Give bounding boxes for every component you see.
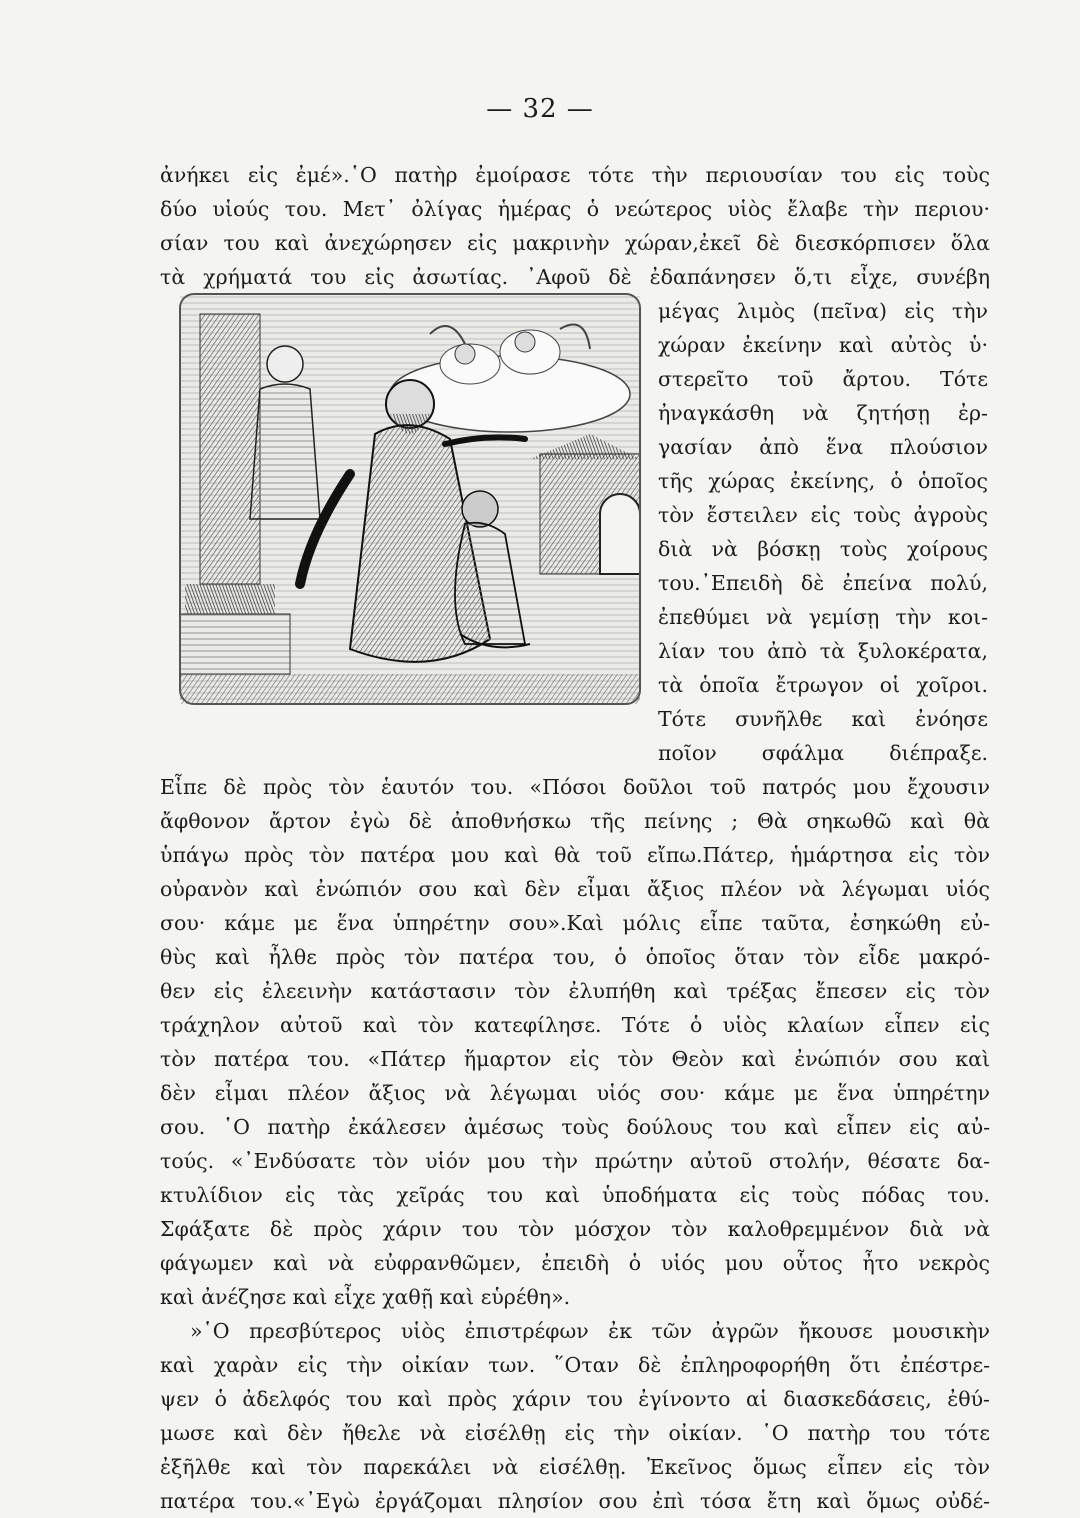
text-line: πατέρα του.«᾿Εγὼ ἐργάζομαι πλησίον σου ἐπὶ τόσα ἔτη καὶ ὅμως οὐδέ- — [160, 1489, 990, 1513]
text-line: μωσε καὶ δὲν ἤθελε νὰ εἰσέλθῃ εἰς τὴν οἰκίαν. ῾Ο πατὴρ του τότε — [160, 1421, 990, 1445]
text-line: τὸν ἔστειλεν εἰς τοὺς ἀγροὺς — [658, 503, 988, 527]
text-line: τράχηλον αὐτοῦ καὶ τὸν κατεφίλησε. Τότε ὁ υἱὸς κλαίων εἶπεν εἰς — [160, 1013, 990, 1037]
text-line: λίαν του ἀπὸ τὰ ξυλοκέρατα, — [658, 639, 988, 663]
text-line: τῆς χώρας ἐκείνης, ὁ ὁποῖος — [658, 469, 988, 493]
text-line: ἐπεθύμει νὰ γεμίσῃ τὴν κοι- — [658, 605, 988, 629]
text-line: οὐρανὸν καὶ ἐνώπιόν σου καὶ δὲν εἶμαι ἄξιος πλέον νὰ λέγωμαι υἱός — [160, 877, 990, 901]
text-line: ποῖον σφάλμα διέπραξε. — [658, 741, 988, 765]
text-line: φάγωμεν καὶ νὰ εὐφρανθῶμεν, ἐπειδὴ ὁ υἱός μου οὗτος ἦτο νεκρὸς — [160, 1251, 990, 1275]
text-line: Σφάξατε δὲ πρὸς χάριν του τὸν μόσχον τὸν καλοθρεμμένον διὰ νὰ — [160, 1217, 990, 1241]
text-line: σου· κάμε με ἕνα ὑπηρέτην σου».Καὶ μόλις εἶπε ταῦτα, ἐσηκώθη εὐ- — [160, 911, 990, 935]
text-line: τὸν πατέρα του. «Πάτερ ἥμαρτον εἰς τὸν Θεὸν καὶ ἐνώπιόν σου καὶ — [160, 1047, 990, 1071]
text-line: Τότε συνῆλθε καὶ ἐνόησε — [658, 707, 988, 731]
text-line: του.᾿Επειδὴ δὲ ἐπείνα πολύ, — [658, 571, 988, 595]
text-line: διὰ νὰ βόσκῃ τοὺς χοίρους — [658, 537, 988, 561]
text-line: ἀνήκει εἰς ἐμέ».῾Ο πατὴρ ἐμοίρασε τότε τὴν περιουσίαν του εἰς τοὺς — [160, 163, 990, 187]
text-line: ψεν ὁ ἀδελφός του καὶ πρὸς χάριν του ἐγίνοντο αἱ διασκεδάσεις, ἐθύ- — [160, 1387, 990, 1411]
text-line: δύο υἱούς του. Μετ᾽ ὀλίγας ἡμέρας ὁ νεώτερος υἱὸς ἔλαβε τὴν περιου· — [160, 197, 990, 221]
text-line: σίαν του καὶ ἀνεχώρησεν εἰς μακρινὴν χώραν,ἐκεῖ δὲ διεσκόρπισεν ὅλα — [160, 231, 990, 255]
text-line: τούς. «᾿Ενδύσατε τὸν υἱόν μου τὴν πρώτην αὐτοῦ στολήν, θέσατε δα- — [160, 1149, 990, 1173]
text-line: τὰ χρήματά του εἰς ἀσωτίας. ᾿Αφοῦ δὲ ἐδαπάνησεν ὅ,τι εἶχε, συνέβη — [160, 265, 990, 289]
text-line: χώραν ἐκείνην καὶ αὐτὸς ὑ· — [658, 333, 988, 357]
text-line: καὶ χαρὰν εἰς τὴν οἰκίαν των. ῞Οταν δὲ ἐπληροφορήθη ὅτι ἐπέστρε- — [160, 1353, 990, 1377]
text-line: μέγας λιμὸς (πεῖνα) εἰς τὴν — [658, 299, 988, 323]
text-line: ἐξῆλθε καὶ τὸν παρεκάλει νὰ εἰσέλθῃ. Ἐκεῖνος ὅμως εἶπεν εἰς τὸν — [160, 1455, 990, 1479]
text-line: θεν εἰς ἐλεεινὴν κατάστασιν τὸν ἐλυπήθη καὶ τρέξας ἔπεσεν εἰς τὸν — [160, 979, 990, 1003]
text-line: ἄφθονον ἄρτον ἐγὼ δὲ ἀποθνήσκω τῆς πείνης ; Θὰ σηκωθῶ καὶ θὰ — [160, 809, 990, 833]
text-line: δὲν εἶμαι πλέον ἄξιος νὰ λέγωμαι υἱός σου· κάμε με ἕνα ὑπηρέτην — [160, 1081, 990, 1105]
text-line: τὰ ὁποῖα ἔτρωγον οἱ χοῖροι. — [658, 673, 988, 697]
text-line: καὶ ἀνέζησε καὶ εἶχε χαθῇ καὶ εὑρέθη». — [160, 1285, 571, 1309]
text-line: κτυλίδιον εἰς τὰς χεῖράς του καὶ ὑποδήματα εἰς τοὺς πόδας του. — [160, 1183, 990, 1207]
page-number: — 32 — — [486, 94, 594, 124]
text-line: ἠναγκάσθη νὰ ζητήσῃ ἐρ- — [658, 401, 988, 425]
text-line: σου. ῾Ο πατὴρ ἐκάλεσεν ἀμέσως τοὺς δούλους του καὶ εἶπεν εἰς αὐ- — [160, 1115, 990, 1139]
text-line: στερεῖτο τοῦ ἄρτου. Τότε — [658, 367, 988, 391]
text-line: »῾Ο πρεσβύτερος υἱὸς ἐπιστρέφων ἐκ τῶν ἀγρῶν ἤκουσε μουσικὴν — [190, 1319, 990, 1343]
text-line: Εἶπε δὲ πρὸς τὸν ἑαυτόν του. «Πόσοι δοῦλοι τοῦ πατρός μου ἔχουσιν — [160, 775, 990, 799]
text-line: θὺς καὶ ἦλθε πρὸς τὸν πατέρα του, ὁ ὁποῖος ὅταν τὸν εἶδε μακρό- — [160, 945, 990, 969]
text-line: ὑπάγω πρὸς τὸν πατέρα μου καὶ θὰ τοῦ εἴπω.Πάτερ, ἡμάρτησα εἰς τὸν — [160, 843, 990, 867]
prodigal-son-engraving — [180, 294, 640, 704]
text-line: γασίαν ἀπὸ ἕνα πλούσιον — [658, 435, 988, 459]
